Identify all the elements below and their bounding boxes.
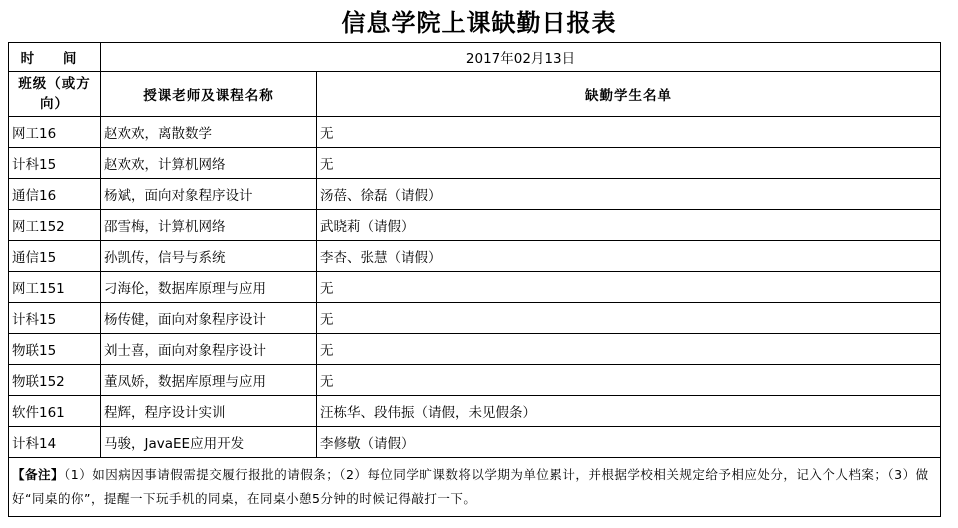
- header-row: [9, 72, 941, 117]
- teacher-course-cell: 孙凯传，信号与系统: [101, 241, 317, 272]
- teacher-course-cell: 刁海伦，数据库原理与应用: [101, 272, 317, 303]
- table-row: [9, 365, 941, 396]
- class-column-header: 班级（或方向）: [9, 72, 101, 117]
- class-cell: 网工152: [9, 210, 101, 241]
- absent-students-cell: 无: [317, 334, 941, 365]
- class-cell: 网工16: [9, 117, 101, 148]
- table-row: [9, 148, 941, 179]
- table-row: [9, 427, 941, 458]
- table-row: [9, 117, 941, 148]
- teacher-course-column-header: 授课老师及课程名称: [101, 72, 317, 117]
- table-row: [9, 303, 941, 334]
- table-row: [9, 241, 941, 272]
- teacher-course-cell: 杨斌，面向对象程序设计: [101, 179, 317, 210]
- absent-column-header: 缺勤学生名单: [317, 72, 941, 117]
- absent-students-cell: 无: [317, 365, 941, 396]
- class-cell: 软件161: [9, 396, 101, 427]
- class-cell: 通信16: [9, 179, 101, 210]
- class-cell: 网工151: [9, 272, 101, 303]
- notes-text: （1）如因病因事请假需提交履行报批的请假条；（2）每位同学旷课数将以学期为单位累计，并根据学校相关规定给予相应处分，记入个人档案；（3）做好“同桌的你”，提醒一下玩手机的同桌，在同桌小憩5分钟的时候记得敲打一下。: [12, 467, 929, 506]
- class-cell: 通信15: [9, 241, 101, 272]
- teacher-course-cell: 赵欢欢，计算机网络: [101, 148, 317, 179]
- absent-students-cell: 李杏、张慧（请假）: [317, 241, 941, 272]
- table-row: [9, 334, 941, 365]
- absent-students-cell: 无: [317, 272, 941, 303]
- time-row: [9, 43, 941, 72]
- teacher-course-cell: 邵雪梅，计算机网络: [101, 210, 317, 241]
- teacher-course-cell: 赵欢欢，离散数学: [101, 117, 317, 148]
- teacher-course-cell: 董凤娇，数据库原理与应用: [101, 365, 317, 396]
- teacher-course-cell: 马骏，JavaEE应用开发: [101, 427, 317, 458]
- absent-students-cell: 李修敬（请假）: [317, 427, 941, 458]
- time-label: 时 间: [9, 43, 101, 72]
- table-row: [9, 396, 941, 427]
- absent-students-cell: 无: [317, 303, 941, 334]
- report-body: [9, 43, 941, 517]
- class-cell: 计科15: [9, 303, 101, 334]
- class-cell: 计科15: [9, 148, 101, 179]
- absent-students-cell: 汤蓓、徐磊（请假）: [317, 179, 941, 210]
- absent-students-cell: 汪栋华、段伟振（请假，未见假条）: [317, 396, 941, 427]
- teacher-course-cell: 刘士喜，面向对象程序设计: [101, 334, 317, 365]
- absence-report-table: [8, 42, 941, 517]
- teacher-course-cell: 程辉，程序设计实训: [101, 396, 317, 427]
- report-date: 2017年02月13日: [101, 43, 941, 72]
- class-cell: 物联15: [9, 334, 101, 365]
- absent-students-cell: 武晓莉（请假）: [317, 210, 941, 241]
- class-cell: 计科14: [9, 427, 101, 458]
- teacher-course-cell: 杨传健，面向对象程序设计: [101, 303, 317, 334]
- absent-students-cell: 无: [317, 148, 941, 179]
- table-row: [9, 272, 941, 303]
- table-row: [9, 179, 941, 210]
- notes-tag: 【备注】: [12, 467, 65, 482]
- notes-row: [9, 458, 941, 517]
- report-title: 信息学院上课缺勤日报表: [341, 8, 617, 37]
- absent-students-cell: 无: [317, 117, 941, 148]
- notes-cell: [9, 458, 941, 517]
- table-row: [9, 210, 941, 241]
- class-cell: 物联152: [9, 365, 101, 396]
